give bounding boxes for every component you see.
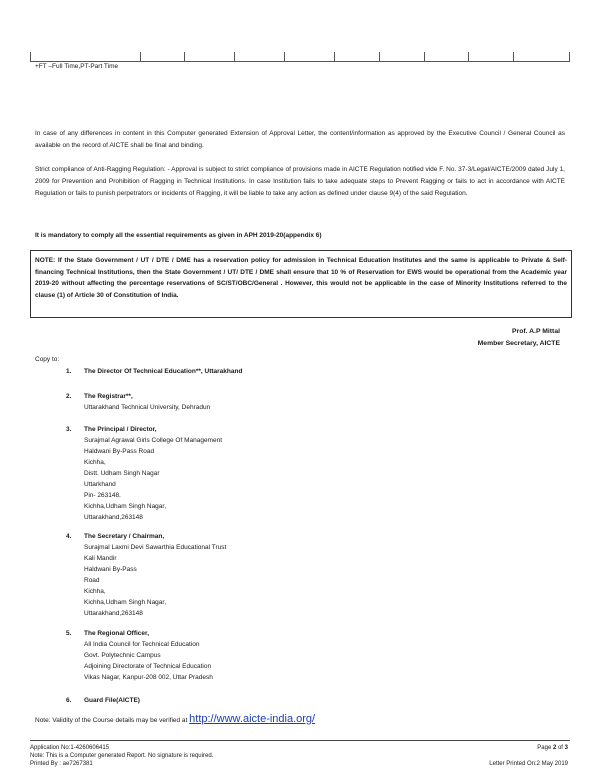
printed-by: Printed By : ae7267381 bbox=[30, 761, 93, 767]
recipient-title: Guard File(AICTE) bbox=[84, 697, 140, 704]
recipient-title: The Principal / Director, bbox=[84, 426, 157, 433]
recipient-line: Govt. Polytechnic Campus bbox=[84, 652, 161, 659]
recipient-line: Uttarakhand,263148 bbox=[84, 610, 143, 617]
recipient-line: Pin- 263148. bbox=[84, 492, 121, 499]
ews-note-box: NOTE: If the State Government / UT / DTE / DME has a reservation policy for admission in Technical Education Institutes and the same is applicable to Private & Self-financing Technical Institutions, then the State Government / UT/ DTE / DME shall ensure that 10 % of Reservation for EWS would be operational from the Academic year 2019-20 without affecting the percentage reservations of SC/ST/OBC/General . However, this would not be applicable in the case of Minority Institutions referred to the clause (1) of Article 30 of Constitution of India. bbox=[30, 250, 572, 318]
recipient-line: Kichha,Udham Singh Nagar, bbox=[84, 599, 167, 606]
recipient-line: Kichha, bbox=[84, 459, 106, 466]
recipient-line: Distt. Udham Singh Nagar bbox=[84, 470, 160, 477]
recipient-line: Surajmal Agrawal Girls College Of Management bbox=[84, 437, 223, 444]
recipient-line: Uttarakhand Technical University, Dehradun bbox=[84, 404, 211, 411]
footer-divider bbox=[30, 740, 570, 741]
recipient-line: Road bbox=[84, 577, 100, 584]
recipient-title: The Director Of Technical Education**, Uttarakhand bbox=[84, 368, 243, 375]
generated-note: Note: This is a Computer generated Report. No signature is required. bbox=[30, 753, 214, 759]
recipient-line: Vikas Nagar, Kanpur-208 002, Uttar Pradesh bbox=[84, 674, 213, 681]
page-number: Page 2 of 3 bbox=[537, 745, 568, 751]
application-number: Application No:1-4260606415 bbox=[30, 745, 110, 751]
anti-ragging-paragraph: Strict compliance of Anti-Ragging Regulation: - Approval is subject to strict compliance of provisions made in AICTE Regulation notified vide F. No. 37-3/Legal/AICTE/2009 dated July 1, 2009 for Prevention and Prohibition of Ragging in Technical Institutions. In case Institution fails to take adequate steps to Prevent Ragging or fails to act in accordance with AICTE Regulation or fails to punish perpetrators or incidents of Ragging, it will be liable to take any action as defined under clause 9(4) of the said Regulation. bbox=[35, 166, 565, 197]
validity-note-text: Note: Validity of the Course details may be verified at bbox=[35, 717, 188, 724]
recipient-title: The Secretary / Chairman, bbox=[84, 533, 165, 540]
legend-text: +FT –Full Time,PT-Part Time bbox=[35, 63, 119, 70]
differences-paragraph: In case of any differences in content in this Computer generated Extension of Approval Letter, the content/information as approved by the Executive Council / General Council as available on the record of AICTE shall be final and binding. bbox=[35, 130, 565, 149]
recipient-line: Adjoining Directorate of Technical Education bbox=[84, 663, 212, 670]
letter-printed-on: Letter Printed On:2 May 2019 bbox=[489, 761, 568, 767]
footer-left bbox=[30, 744, 213, 768]
recipient-line: Haldwani By-Pass Road bbox=[84, 448, 155, 455]
recipient-line: Kali Mandir bbox=[84, 555, 117, 562]
validity-note bbox=[35, 714, 315, 726]
aicte-website-link[interactable]: http://www.aicte-india.org/ bbox=[189, 713, 316, 725]
recipient-line: Haldwani By-Pass bbox=[84, 566, 137, 573]
mandatory-compliance-text: It is mandatory to comply all the essential requirements as given in APH 2019-20(appendix 6) bbox=[35, 232, 322, 239]
recipient-line: Kichha, bbox=[84, 588, 106, 595]
recipient-line: Surajmal Laxmi Devi Sawarthia Educational Trust bbox=[84, 544, 227, 551]
signatory-designation: Member Secretary, AICTE bbox=[477, 340, 560, 347]
recipient-line: All India Council for Technical Education bbox=[84, 641, 200, 648]
recipient-line: Uttarkhand bbox=[84, 481, 116, 488]
recipient-title: The Regional Officer, bbox=[84, 630, 150, 637]
signatory-block bbox=[478, 326, 560, 350]
footer-right bbox=[489, 744, 568, 768]
recipient-line: Uttarakhand,263148 bbox=[84, 514, 143, 521]
signatory-name: Prof. A.P Mittal bbox=[512, 328, 560, 335]
recipient-title: The Registrar**, bbox=[84, 393, 133, 400]
copy-to-label: Copy to: bbox=[35, 356, 60, 363]
recipient-line: Kichha,Udham Singh Nagar, bbox=[84, 503, 167, 510]
